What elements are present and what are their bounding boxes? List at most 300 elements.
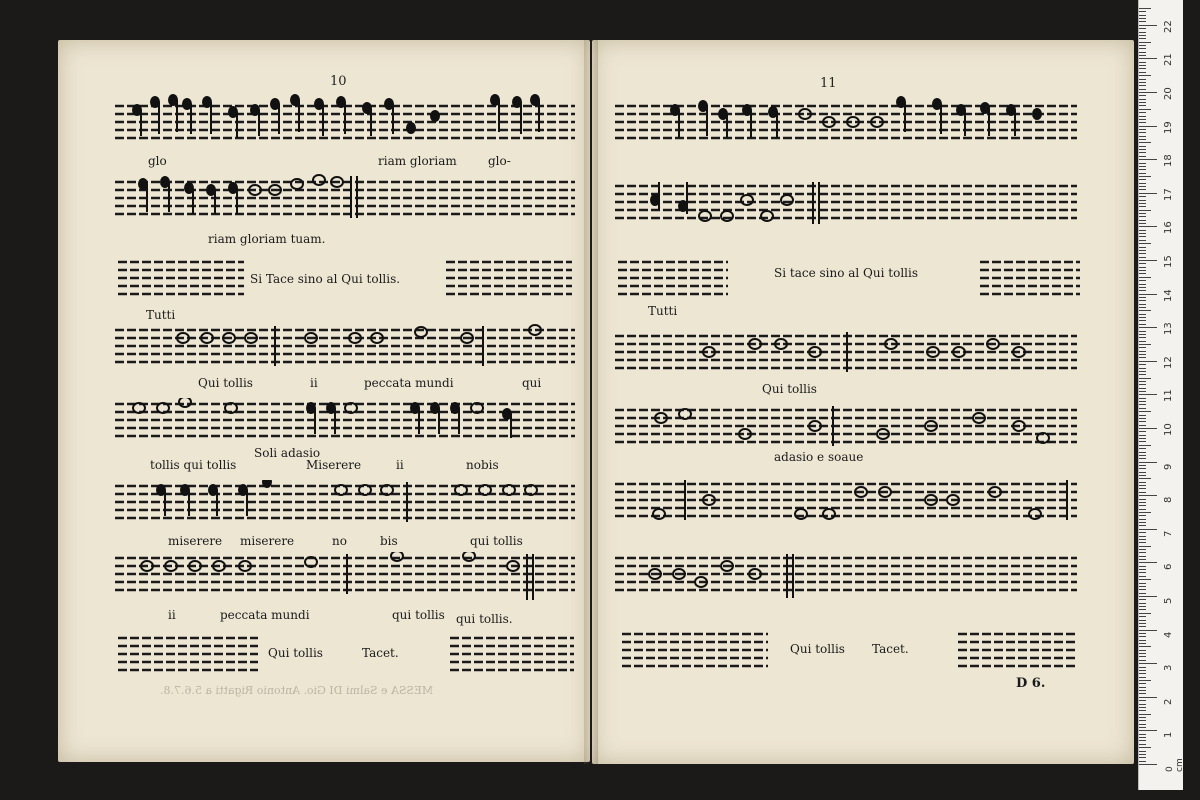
ruler-tick xyxy=(1139,656,1146,657)
ruler-tick xyxy=(1139,149,1146,150)
ruler-tick xyxy=(1139,754,1146,755)
ruler-tick xyxy=(1139,173,1146,174)
staff-left-5 xyxy=(115,480,575,532)
ruler-tick xyxy=(1139,273,1146,274)
lyric: riam gloriam xyxy=(378,154,457,168)
ruler-tick xyxy=(1139,536,1146,537)
ruler-tick xyxy=(1139,297,1146,298)
lyric: ii xyxy=(310,376,318,390)
ruler-tick xyxy=(1139,683,1146,684)
ruler-tick xyxy=(1139,714,1151,715)
ruler-tick xyxy=(1139,650,1146,651)
measurement-ruler xyxy=(1138,0,1183,790)
ruler-tick xyxy=(1139,226,1157,227)
ruler-tick xyxy=(1139,539,1146,540)
ruler-tick xyxy=(1139,55,1146,56)
ruler-tick xyxy=(1139,344,1151,345)
ruler-tick xyxy=(1139,398,1146,399)
tutti-label: Tutti xyxy=(648,304,678,318)
staff-svg xyxy=(615,478,1077,530)
ruler-tick xyxy=(1139,596,1157,597)
ruler-tick xyxy=(1139,166,1146,167)
ruler-tick xyxy=(1139,347,1146,348)
staff-svg xyxy=(615,180,1077,236)
ruler-tick xyxy=(1139,75,1151,76)
ruler-tick xyxy=(1139,159,1157,160)
ruler-tick xyxy=(1139,28,1146,29)
ruler-tick xyxy=(1139,730,1157,731)
staff-right-1 xyxy=(615,94,1077,150)
tutti-label: Tutti xyxy=(146,308,176,322)
ruler-tick xyxy=(1139,717,1146,718)
ruler-tick xyxy=(1139,129,1146,130)
ruler-tick xyxy=(1139,337,1146,338)
staff-svg xyxy=(980,256,1080,300)
ruler-tick xyxy=(1139,341,1146,342)
ruler-tick xyxy=(1139,206,1146,207)
ruler-tick xyxy=(1139,643,1146,644)
ruler-tick xyxy=(1139,354,1146,355)
staff-left-final-b xyxy=(450,632,574,676)
final-lyric: Qui tollis xyxy=(790,642,845,656)
ruler-tick xyxy=(1139,169,1146,170)
staff-svg xyxy=(118,256,244,296)
ruler-tick xyxy=(1139,415,1146,416)
staff-right-4 xyxy=(615,404,1077,456)
staff-svg xyxy=(115,398,575,450)
ruler-tick xyxy=(1139,300,1146,301)
ruler-number: 11 xyxy=(1163,389,1174,403)
ruler-tick xyxy=(1139,253,1146,254)
ruler-tick xyxy=(1139,381,1146,382)
ruler-tick xyxy=(1139,371,1146,372)
ruler-tick xyxy=(1139,45,1146,46)
ruler-tick xyxy=(1139,559,1146,560)
staff-svg xyxy=(450,632,574,676)
ruler-tick xyxy=(1139,183,1146,184)
staff-left-final-a xyxy=(118,632,258,676)
ruler-tick xyxy=(1139,552,1146,553)
staff-svg xyxy=(115,480,575,532)
ruler-tick xyxy=(1139,156,1146,157)
ruler-tick xyxy=(1139,727,1146,728)
ruler-tick xyxy=(1139,58,1157,59)
final-lyric: Qui tollis xyxy=(268,646,323,660)
right-page-number: 11 xyxy=(820,76,837,91)
ruler-tick xyxy=(1139,411,1151,412)
ruler-tick xyxy=(1139,603,1146,604)
ruler-tick xyxy=(1139,277,1151,278)
ruler-number: 15 xyxy=(1163,255,1174,268)
ruler-tick xyxy=(1139,79,1146,80)
ruler-tick xyxy=(1139,626,1146,627)
ruler-tick xyxy=(1139,240,1146,241)
staff-svg xyxy=(115,92,575,152)
ruler-tick xyxy=(1139,472,1146,473)
ruler-number: 22 xyxy=(1163,20,1174,33)
ruler-tick xyxy=(1139,15,1146,16)
ruler-tick xyxy=(1139,569,1146,570)
ruler-tick xyxy=(1139,458,1146,459)
ruler-tick xyxy=(1139,475,1146,476)
ruler-tick xyxy=(1139,8,1151,9)
lyric: qui tollis xyxy=(470,534,523,548)
lyric: nobis xyxy=(466,458,499,472)
tacet-annotation: Si Tace sino al Qui tollis. xyxy=(250,272,401,286)
ruler-tick xyxy=(1139,351,1146,352)
ruler-tick xyxy=(1139,609,1146,610)
ruler-tick xyxy=(1139,418,1146,419)
ruler-tick xyxy=(1139,630,1157,631)
staff-right-tacet-a xyxy=(618,256,728,300)
staff-left-4 xyxy=(115,398,575,450)
ruler-tick xyxy=(1139,693,1146,694)
ruler-tick xyxy=(1139,193,1157,194)
ruler-tick xyxy=(1139,697,1157,698)
ruler-tick xyxy=(1139,65,1146,66)
ruler-tick xyxy=(1139,583,1146,584)
ruler-tick xyxy=(1139,236,1146,237)
staff-svg xyxy=(958,628,1078,672)
ruler-tick xyxy=(1139,425,1146,426)
lyric: qui tollis xyxy=(392,608,445,622)
ruler-tick xyxy=(1139,670,1146,671)
ruler-tick xyxy=(1139,331,1146,332)
staff-left-3 xyxy=(115,324,575,376)
ruler-tick xyxy=(1139,653,1146,654)
ruler-tick xyxy=(1139,203,1146,204)
ruler-tick xyxy=(1139,495,1157,496)
ruler-tick xyxy=(1139,482,1146,483)
ruler-number: 13 xyxy=(1163,322,1174,336)
ruler-tick xyxy=(1139,72,1146,73)
staff-svg xyxy=(115,324,575,376)
ruler-tick xyxy=(1139,361,1157,362)
ruler-tick xyxy=(1139,751,1146,752)
ruler-tick xyxy=(1139,179,1146,180)
lyric: Qui tollis xyxy=(198,376,253,390)
ruler-tick xyxy=(1139,707,1146,708)
ruler-tick xyxy=(1139,42,1151,43)
ruler-tick xyxy=(1139,384,1146,385)
ruler-number: 19 xyxy=(1163,120,1174,134)
ruler-tick xyxy=(1139,257,1146,258)
ruler-tick xyxy=(1139,189,1146,190)
staff-svg xyxy=(115,172,575,232)
ruler-tick xyxy=(1139,761,1146,762)
ruler-tick xyxy=(1139,105,1146,106)
ruler-tick xyxy=(1139,465,1146,466)
ruler-tick xyxy=(1139,747,1151,748)
lyric: ii xyxy=(396,458,404,472)
ruler-tick xyxy=(1139,230,1146,231)
ruler-number: 12 xyxy=(1163,356,1174,369)
ruler-number: 17 xyxy=(1163,188,1174,201)
lyric: peccata mundi xyxy=(364,376,454,390)
ruler-tick xyxy=(1139,744,1146,745)
ruler-tick xyxy=(1139,663,1157,664)
lyric: no xyxy=(332,534,347,548)
ruler-number: 16 xyxy=(1163,221,1174,235)
staff-right-2 xyxy=(615,180,1077,236)
ruler-tick xyxy=(1139,724,1146,725)
staff-svg xyxy=(618,256,728,300)
ruler-tick xyxy=(1139,233,1146,234)
ruler-tick xyxy=(1139,32,1146,33)
ruler-tick xyxy=(1139,374,1146,375)
ruler-tick xyxy=(1139,290,1146,291)
ruler-tick xyxy=(1139,764,1157,765)
staff-right-3 xyxy=(615,330,1077,382)
ruler-tick xyxy=(1139,488,1146,489)
lyric: bis xyxy=(380,534,398,548)
ruler-tick xyxy=(1139,223,1146,224)
ruler-tick xyxy=(1139,438,1146,439)
staff-svg xyxy=(615,94,1077,150)
ruler-number: 3 xyxy=(1163,664,1174,672)
staff-left-2 xyxy=(115,172,575,232)
bleed-through-footer: MESSA e Salmi DI Gio. Antonio Rigatti a 5.6.7.8. xyxy=(160,684,434,697)
lyric: glo- xyxy=(488,154,511,168)
lyric: miserere xyxy=(168,534,223,548)
ruler-tick xyxy=(1139,435,1146,436)
lyric: tollis qui tollis xyxy=(150,458,237,472)
ruler-tick xyxy=(1139,720,1146,721)
ruler-tick xyxy=(1139,200,1146,201)
ruler-tick xyxy=(1139,213,1146,214)
ruler-tick xyxy=(1139,378,1151,379)
staff-left-6 xyxy=(115,552,575,608)
ruler-tick xyxy=(1139,740,1146,741)
ruler-tick xyxy=(1139,280,1146,281)
ruler-tick xyxy=(1139,734,1146,735)
ruler-tick xyxy=(1139,304,1146,305)
lyric: Soli adasio xyxy=(254,446,321,460)
ruler-tick xyxy=(1139,690,1146,691)
ruler-tick xyxy=(1139,92,1157,93)
ruler-tick xyxy=(1139,287,1146,288)
ruler-tick xyxy=(1139,546,1151,547)
ruler-tick xyxy=(1139,186,1146,187)
ruler-tick xyxy=(1139,146,1146,147)
ruler-tick xyxy=(1139,710,1146,711)
ruler-tick xyxy=(1139,99,1146,100)
ruler-tick xyxy=(1139,176,1151,177)
ruler-tick xyxy=(1139,441,1146,442)
ruler-number: 8 xyxy=(1163,496,1174,504)
ruler-tick xyxy=(1139,499,1146,500)
staff-svg xyxy=(446,256,572,296)
ruler-tick xyxy=(1139,320,1146,321)
ruler-tick xyxy=(1139,82,1146,83)
lyric: Miserere xyxy=(306,458,362,472)
ruler-tick xyxy=(1139,388,1146,389)
ruler-tick xyxy=(1139,136,1146,137)
ruler-tick xyxy=(1139,314,1146,315)
ruler-tick xyxy=(1139,122,1146,123)
lyric: peccata mundi xyxy=(220,608,310,622)
staff-svg xyxy=(622,628,768,672)
ruler-tick xyxy=(1139,586,1146,587)
ruler-unit: 0 cm xyxy=(1165,758,1185,772)
ruler-tick xyxy=(1139,492,1146,493)
ruler-tick xyxy=(1139,391,1146,392)
ruler-tick xyxy=(1139,294,1157,295)
ruler-tick xyxy=(1139,529,1157,530)
ruler-tick xyxy=(1139,216,1146,217)
ruler-tick xyxy=(1139,317,1146,318)
ruler-tick xyxy=(1139,368,1146,369)
ruler-tick xyxy=(1139,616,1146,617)
ruler-tick xyxy=(1139,452,1146,453)
tacet-label: Tacet. xyxy=(362,646,399,660)
staff-left-tacet-b xyxy=(446,256,572,296)
ruler-tick xyxy=(1139,448,1146,449)
ruler-tick xyxy=(1139,25,1157,26)
ruler-tick xyxy=(1139,152,1146,153)
ruler-tick xyxy=(1139,646,1151,647)
ruler-tick xyxy=(1139,163,1146,164)
lyric: miserere xyxy=(240,534,295,548)
staff-right-final-a xyxy=(622,628,768,672)
lyric: riam gloriam tuam. xyxy=(208,232,326,246)
ruler-tick xyxy=(1139,522,1146,523)
ruler-tick xyxy=(1139,613,1151,614)
ruler-number: 9 xyxy=(1163,463,1174,470)
ruler-tick xyxy=(1139,704,1146,705)
ruler-tick xyxy=(1139,532,1146,533)
ruler-number: 1 xyxy=(1163,732,1174,739)
ruler-tick xyxy=(1139,478,1151,479)
ruler-tick xyxy=(1139,364,1146,365)
staff-left-1 xyxy=(115,92,575,152)
lyric: Qui tollis xyxy=(762,382,817,396)
ruler-tick xyxy=(1139,112,1146,113)
ruler-number: 20 xyxy=(1163,87,1174,100)
lyric: ii xyxy=(168,608,176,622)
ruler-tick xyxy=(1139,660,1146,661)
tacet-annotation: Si tace sino al Qui tollis xyxy=(774,266,918,280)
ruler-tick xyxy=(1139,38,1146,39)
ruler-tick xyxy=(1139,623,1146,624)
ruler-number: 14 xyxy=(1163,288,1174,302)
ruler-tick xyxy=(1139,576,1146,577)
ruler-tick xyxy=(1139,606,1146,607)
ruler-tick xyxy=(1139,102,1146,103)
ruler-tick xyxy=(1139,445,1151,446)
ruler-tick xyxy=(1139,95,1146,96)
ruler-tick xyxy=(1139,509,1146,510)
staff-right-5 xyxy=(615,478,1077,530)
ruler-tick xyxy=(1139,267,1146,268)
ruler-tick xyxy=(1139,468,1146,469)
ruler-tick xyxy=(1139,431,1146,432)
ruler-tick xyxy=(1139,566,1146,567)
ruler-tick xyxy=(1139,21,1146,22)
staff-svg xyxy=(615,552,1077,604)
lyric: qui xyxy=(522,376,542,390)
ruler-tick xyxy=(1139,48,1146,49)
staff-right-6 xyxy=(615,552,1077,604)
ruler-tick xyxy=(1139,263,1146,264)
tacet-label: Tacet. xyxy=(872,642,909,656)
staff-left-tacet-a xyxy=(118,256,244,296)
ruler-tick xyxy=(1139,421,1146,422)
ruler-tick xyxy=(1139,119,1146,120)
ruler-tick xyxy=(1139,579,1151,580)
ruler-number: 18 xyxy=(1163,154,1174,168)
ruler-tick xyxy=(1139,52,1146,53)
ruler-tick xyxy=(1139,636,1146,637)
ruler-tick xyxy=(1139,667,1146,668)
ruler-tick xyxy=(1139,85,1146,86)
ruler-tick xyxy=(1139,284,1146,285)
gathering-signature: D 6. xyxy=(1016,676,1046,691)
ruler-tick xyxy=(1139,593,1146,594)
ruler-tick xyxy=(1139,549,1146,550)
ruler-tick xyxy=(1139,599,1146,600)
staff-svg xyxy=(118,632,258,676)
ruler-tick xyxy=(1139,109,1151,110)
staff-svg xyxy=(615,404,1077,456)
ruler-tick xyxy=(1139,687,1146,688)
ruler-tick xyxy=(1139,307,1146,308)
ruler-number: 5 xyxy=(1163,597,1174,604)
ruler-tick xyxy=(1139,357,1146,358)
ruler-tick xyxy=(1139,270,1146,271)
book-gutter xyxy=(584,40,598,764)
ruler-tick xyxy=(1139,401,1146,402)
staff-svg xyxy=(615,330,1077,382)
ruler-tick xyxy=(1139,334,1146,335)
ruler-tick xyxy=(1139,519,1146,520)
ruler-tick xyxy=(1139,525,1146,526)
ruler-tick xyxy=(1139,11,1146,12)
ruler-tick xyxy=(1139,700,1146,701)
ruler-tick xyxy=(1139,633,1146,634)
ruler-number: 21 xyxy=(1163,53,1174,67)
ruler-number: 2 xyxy=(1163,698,1174,705)
ruler-tick xyxy=(1139,220,1146,221)
lyric: adasio e soaue xyxy=(774,450,864,464)
ruler-tick xyxy=(1139,132,1146,133)
ruler-tick xyxy=(1139,542,1146,543)
ruler-tick xyxy=(1139,428,1157,429)
lyric: glo xyxy=(148,154,167,168)
ruler-number: 10 xyxy=(1163,423,1174,436)
ruler-tick xyxy=(1139,737,1146,738)
ruler-tick xyxy=(1139,589,1146,590)
ruler-tick xyxy=(1139,562,1157,563)
ruler-tick xyxy=(1139,556,1146,557)
ruler-tick xyxy=(1139,35,1146,36)
ruler-tick xyxy=(1139,505,1146,506)
ruler-tick xyxy=(1139,394,1157,395)
ruler-tick xyxy=(1139,673,1146,674)
ruler-tick xyxy=(1139,260,1157,261)
ruler-tick xyxy=(1139,404,1146,405)
ruler-tick xyxy=(1139,620,1146,621)
ruler-tick xyxy=(1139,502,1146,503)
ruler-tick xyxy=(1139,247,1146,248)
ruler-tick xyxy=(1139,512,1151,513)
ruler-number: 4 xyxy=(1163,631,1174,638)
ruler-tick xyxy=(1139,455,1146,456)
ruler-tick xyxy=(1139,640,1146,641)
ruler-tick xyxy=(1139,18,1146,19)
lyric: qui tollis. xyxy=(456,612,513,626)
ruler-tick xyxy=(1139,116,1146,117)
